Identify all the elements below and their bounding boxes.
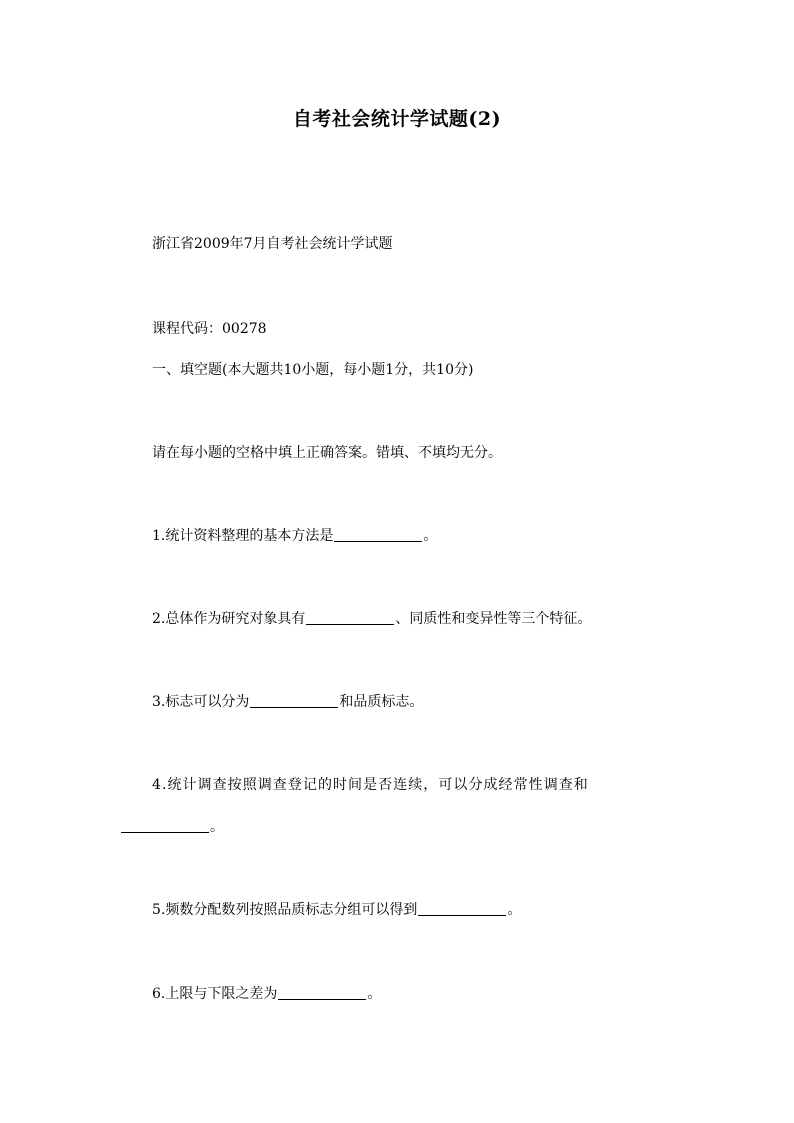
question-suffix: 。 [210,819,224,835]
instructions: 请在每小题的空格中填上正确答案。错填、不填均无分。 [152,445,502,461]
answer-blank [121,831,209,833]
question-suffix: 、同质性和变异性等三个特征。 [395,611,592,627]
document-title: 自考社会统计学试题(2) [292,108,502,130]
section-heading: 一、填空题(本大题共10小题，每小题1分，共10分) [152,362,474,378]
question-2 [152,608,591,628]
question-text: 6.上限与下限之差为 [152,986,278,1002]
course-code: 课程代码：00278 [152,321,267,337]
question-text: 4.统计调查按照调查登记的时间是否连续，可以分成经常性调查和 [152,777,589,793]
question-text: 1.统计资料整理的基本方法是 [152,528,334,544]
question-suffix: 。 [367,986,382,1002]
question-1 [152,525,437,545]
answer-blank [418,914,506,916]
exam-subtitle: 浙江省2009年7月自考社会统计学试题 [152,236,393,252]
answer-blank [250,706,338,708]
question-4 [152,774,589,794]
question-5 [152,899,521,919]
question-suffix: 。 [423,528,438,544]
question-suffix: 。 [507,902,522,918]
question-4-continuation [120,816,224,836]
answer-blank [306,623,394,625]
question-3 [152,691,423,711]
question-suffix: 和品质标志。 [339,694,424,710]
question-text: 2.总体作为研究对象具有 [152,611,306,627]
question-text: 3.标志可以分为 [152,694,250,710]
question-6 [152,983,381,1003]
question-text: 5.频数分配数列按照品质标志分组可以得到 [152,902,418,918]
answer-blank [334,540,422,542]
answer-blank [278,998,366,1000]
